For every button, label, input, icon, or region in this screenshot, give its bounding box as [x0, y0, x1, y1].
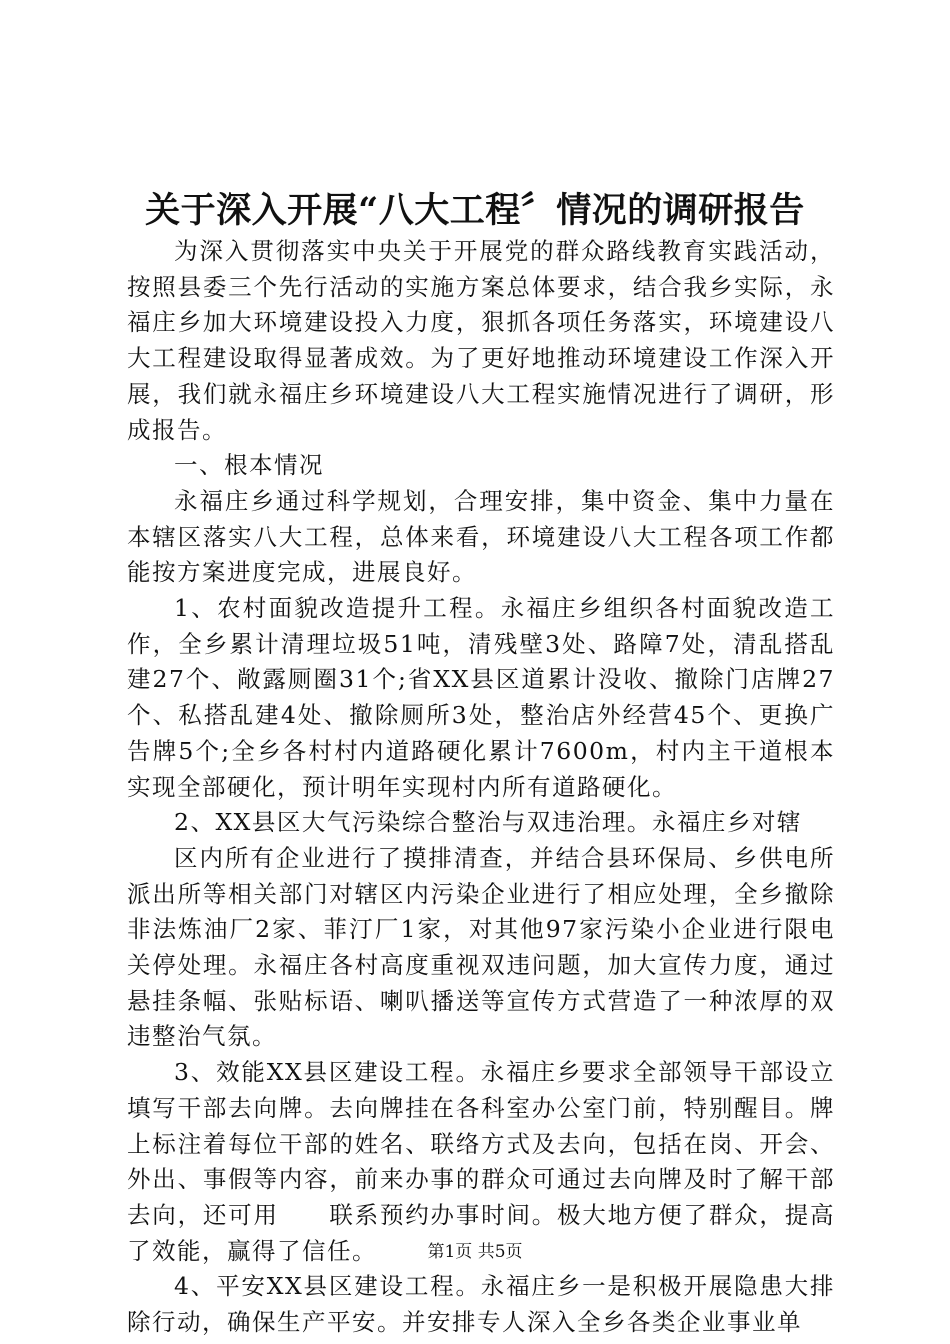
paragraph-item-4: 4、平安XX县区建设工程。永福庄乡一是积极开展隐患大排除行动，确保生产平安。并安排专人深入全乡各类企业事业单 [127, 1272, 835, 1337]
page-footer: 第1页 共5页 [427, 1242, 523, 1262]
document-title: 关于深入开展“八大工程〞情况的调研报告 [145, 190, 805, 231]
paragraph-item-3: 3、效能XX县区建设工程。永福庄乡要求全部领导干部设立填写干部去向牌。去向牌挂在各科室办公室门前，特别醒目。牌上标注着每位干部的姓名、联络方式及去向，包括在岗、开会、外出、事假等内容，前来办事的群众可通过去向牌及时了解干部去向，还可用 联系预约办事时间。极大地方便了群众，提高了效能，赢得了信任。 [127, 1058, 835, 1265]
paragraph-overview: 永福庄乡通过科学规划，合理安排，集中资金、集中力量在本辖区落实八大工程，总体来看，环境建设八大工程各项工作都能按方案进度完成，进展良好。 [127, 486, 835, 587]
document-body [127, 234, 835, 1341]
paragraph-item-1: 1、农村面貌改造提升工程。永福庄乡组织各村面貌改造工作，全乡累计清理垃圾51吨，清残壁3处、路障7处，清乱搭乱建27个、敞露厕圈31个;省XX县区道累计没收、撤除门店牌27个、私搭乱建4处、撤除厕所3处，整治店外经营45个、更换广告牌5个;全乡各村村内道路硬化累计7600m，村内主干道根本实现全部硬化，预计明年实现村内所有道路硬化。 [127, 594, 835, 801]
paragraph-item-2-heading: 2、XX县区大气污染综合整治与双违治理。永福庄乡对辖 [174, 808, 802, 837]
paragraph-item-2-body: 区内所有企业进行了摸排清查，并结合县环保局、乡供电所派出所等相关部门对辖区内污染企业进行了相应处理，全乡撤除非法炼油厂2家、菲汀厂1家，对其他97家污染小企业进行限电关停处理。永福庄各村高度重视双违问题，加大宣传力度，通过悬挂条幅、张贴标语、喇叭播送等宣传方式营造了一种浓厚的双违整治气氛。 [127, 843, 835, 1051]
paragraph-intro: 为深入贯彻落实中央关于开展党的群众路线教育实践活动，按照县委三个先行活动的实施方案总体要求，结合我乡实际，永福庄乡加大环境建设投入力度，狠抓各项任务落实，环境建设八大工程建设取得显著成效。为了更好地推动环境建设工作深入开展，我们就永福庄乡环境建设八大工程实施情况进行了调研，形成报告。 [127, 237, 835, 444]
section-heading-basic-situation: 一、根本情况 [174, 451, 324, 480]
